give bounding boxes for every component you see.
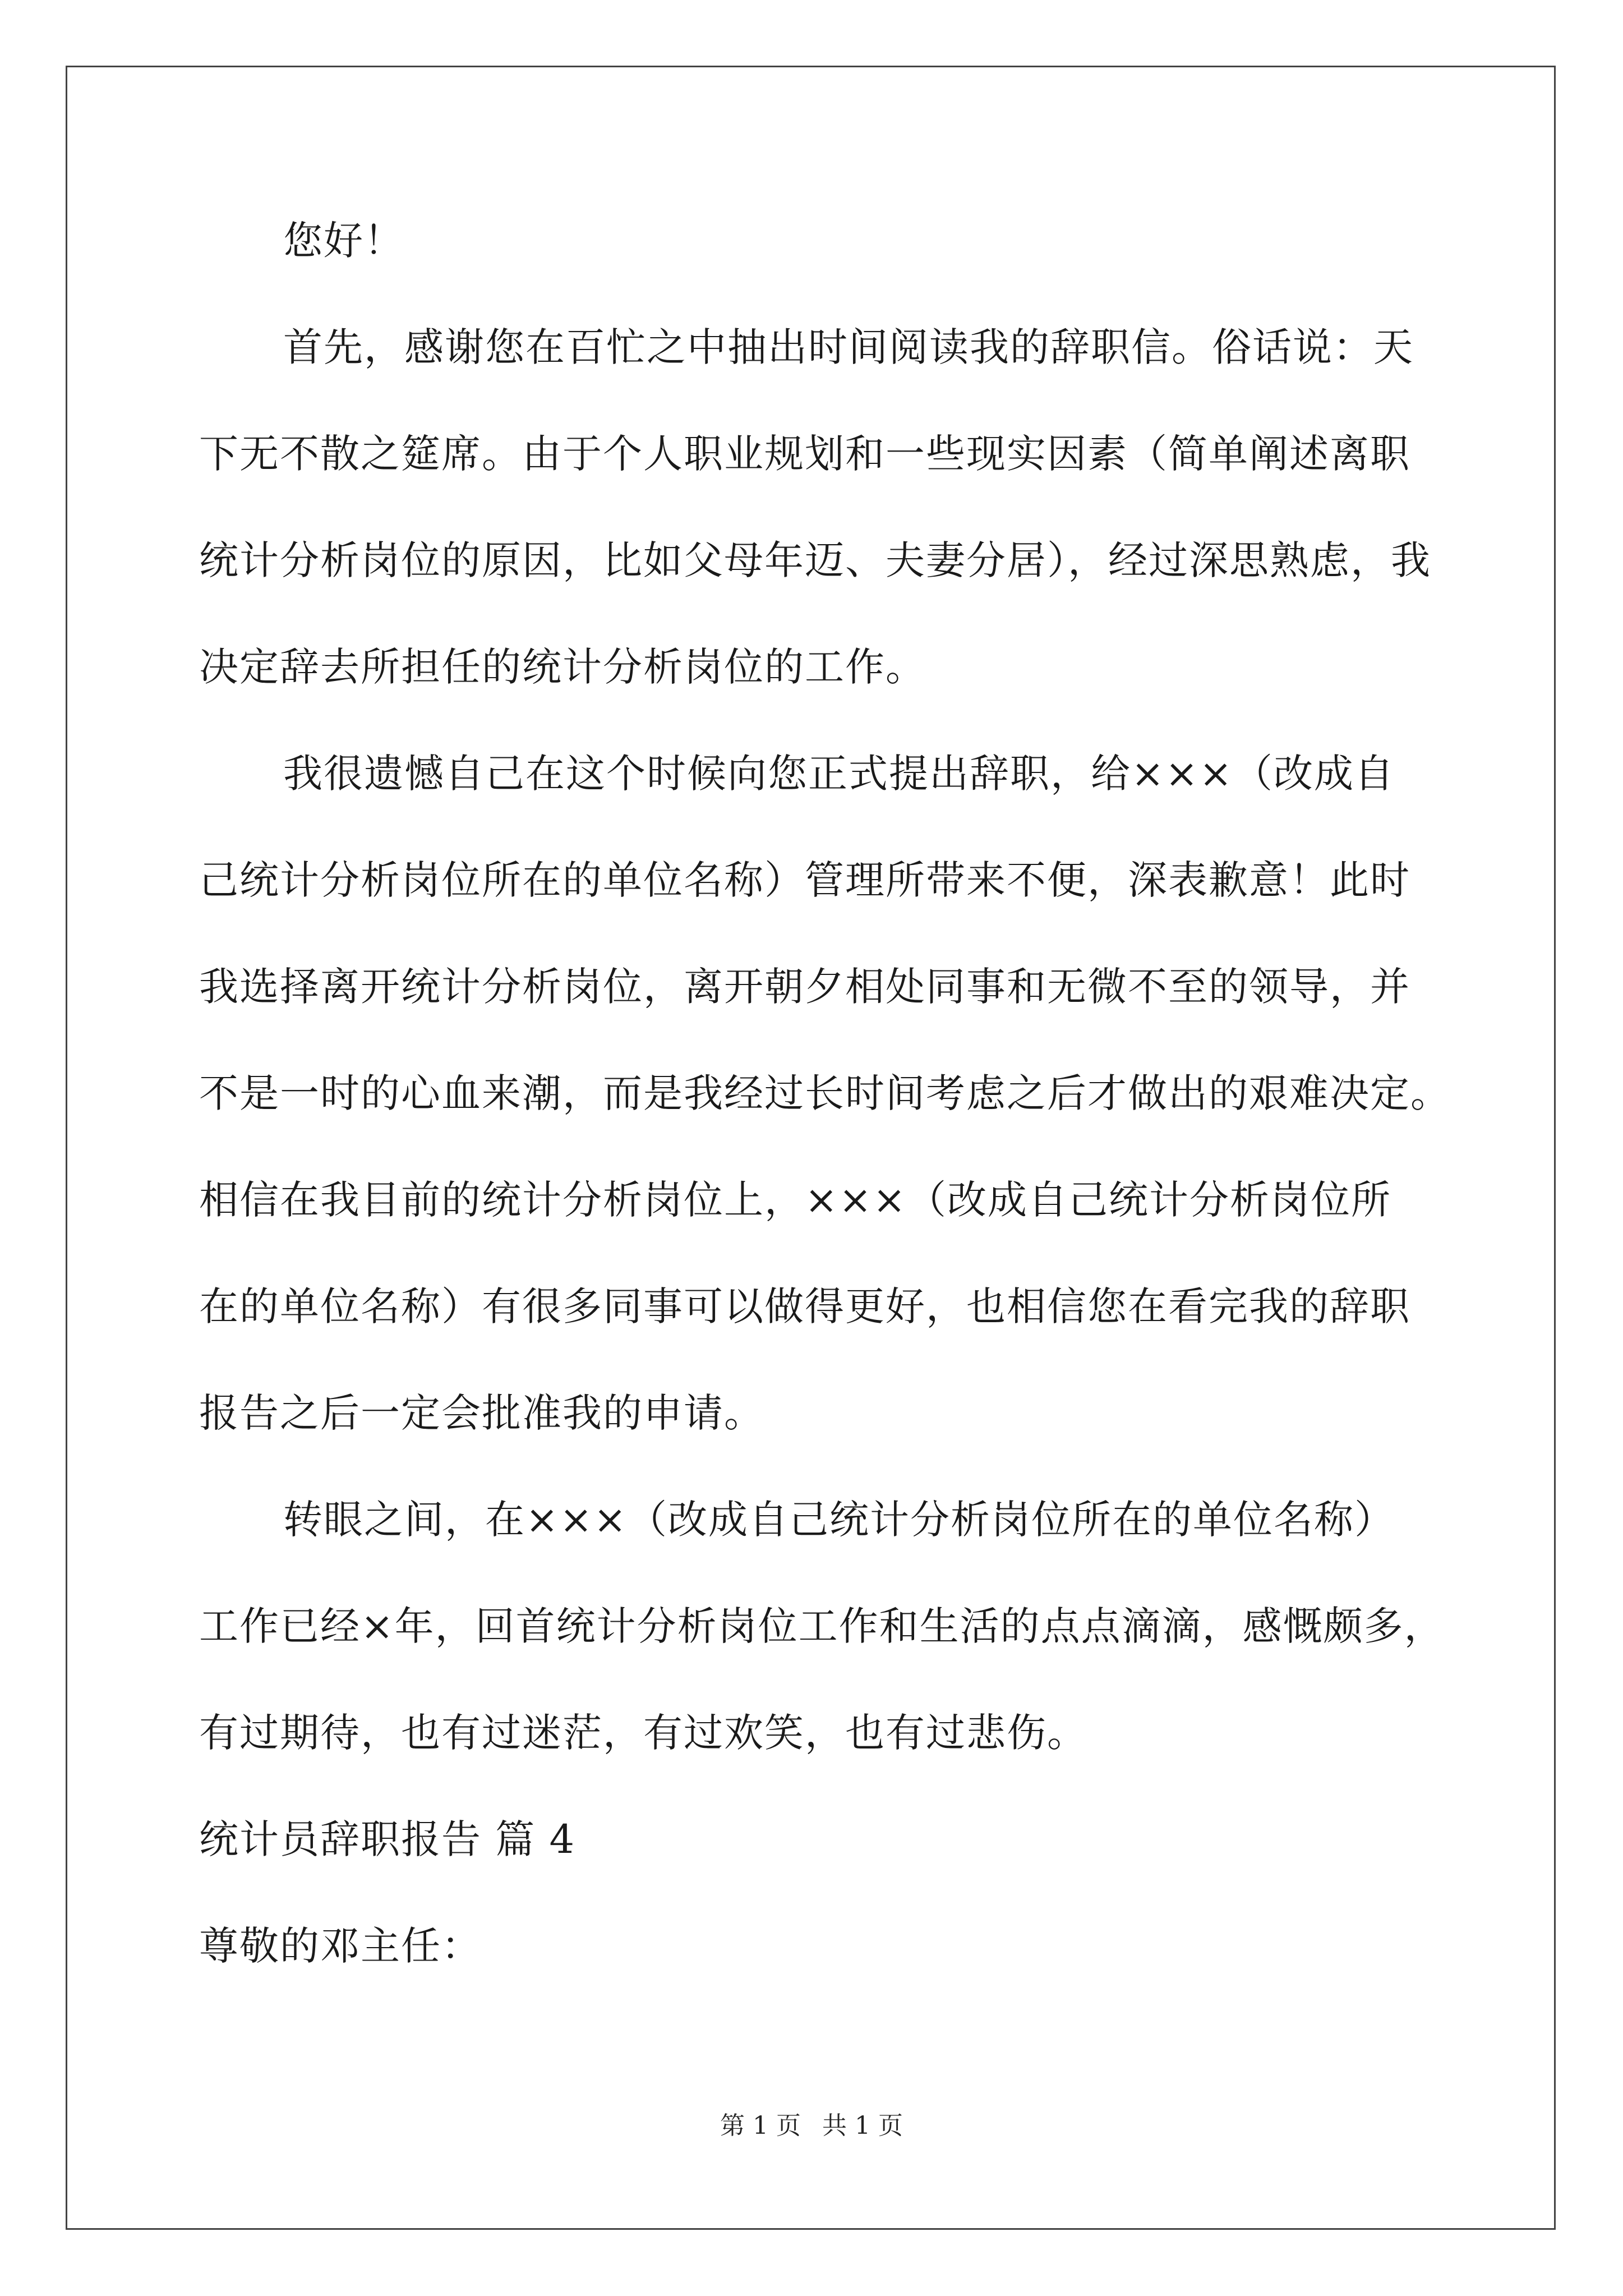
- paragraph-1-line-3: 统计分析岗位的原因，比如父母年迈、夫妻分居），经过深思熟虑，我: [199, 537, 1431, 583]
- salutation: 尊敬的邓主任：: [199, 1923, 482, 1969]
- section-heading: 统计员辞职报告 篇 4: [199, 1816, 576, 1862]
- paragraph-2-line-6: 在的单位名称）有很多同事可以做得更好，也相信您在看完我的辞职: [199, 1283, 1410, 1329]
- paragraph-1-line-4: 决定辞去所担任的统计分析岗位的工作。: [199, 644, 926, 690]
- greeting: 您好！: [283, 218, 404, 264]
- paragraph-1-line-2: 下无不散之筵席。由于个人职业规划和一些现实因素（简单阐述离职: [199, 431, 1410, 477]
- paragraph-2-line-7: 报告之后一定会批准我的申请。: [199, 1390, 764, 1436]
- paragraph-3-line-3: 有过期待，也有过迷茫，有过欢笑，也有过悲伤。: [199, 1710, 1087, 1756]
- paragraph-2-line-4: 不是一时的心血来潮，而是我经过长时间考虑之后才做出的艰难决定。: [199, 1070, 1451, 1116]
- paragraph-1-line-1: 首先，感谢您在百忙之中抽出时间阅读我的辞职信。俗话说：天: [283, 324, 1414, 370]
- paragraph-2-line-3: 我选择离开统计分析岗位，离开朝夕相处同事和无微不至的领导，并: [199, 964, 1410, 1010]
- page-total: 共 1 页: [822, 2111, 903, 2140]
- paragraph-3-line-1: 转眼之间，在×××（改成自己统计分析岗位所在的单位名称）: [283, 1497, 1395, 1543]
- paragraph-2-line-1: 我很遗憾自己在这个时候向您正式提出辞职，给×××（改成自: [283, 751, 1395, 797]
- page-border: [66, 66, 1556, 2230]
- paragraph-2-line-2: 己统计分析岗位所在的单位名称）管理所带来不便，深表歉意！此时: [199, 857, 1410, 903]
- paragraph-2-line-5: 相信在我目前的统计分析岗位上，×××（改成自己统计分析岗位所: [199, 1177, 1391, 1223]
- paragraph-3-line-2: 工作已经×年，回首统计分析岗位工作和生活的点点滴滴，感慨颇多，: [199, 1603, 1445, 1649]
- page-number: 第 1 页: [720, 2111, 801, 2140]
- page-footer: [0, 2109, 1623, 2143]
